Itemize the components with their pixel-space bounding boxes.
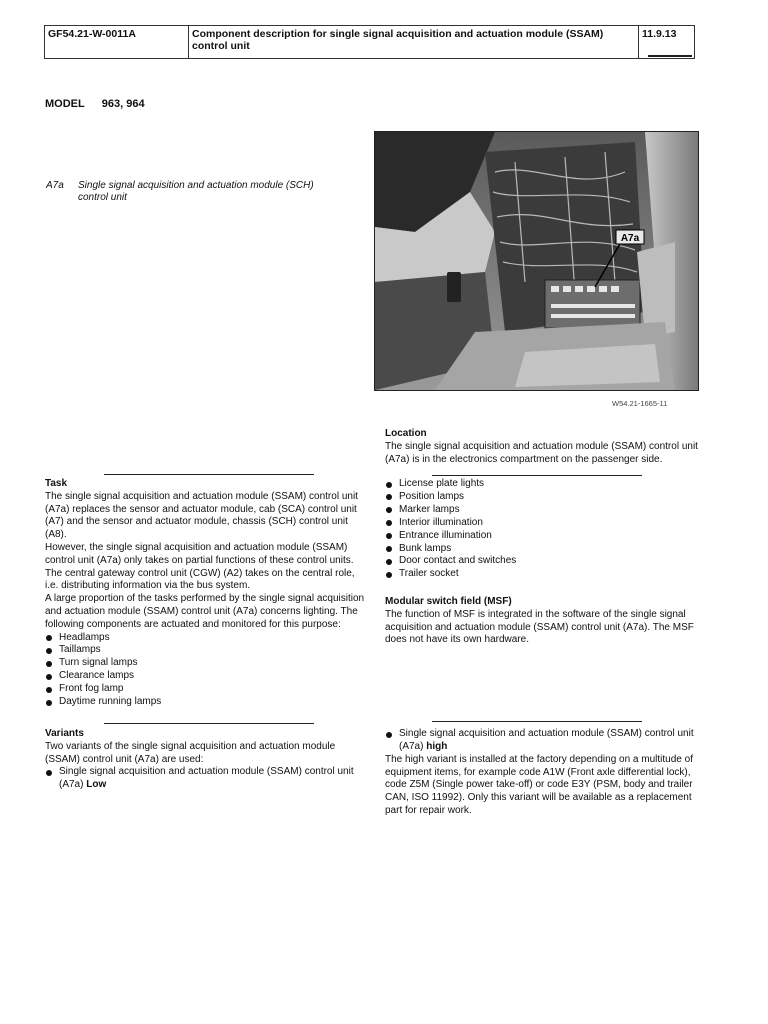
doc-id: GF54.21-W-0011A [45, 26, 189, 58]
task-paragraph-2: However, the single signal acquisition and actuation module (SSAM) control unit (A7a) only takes on partial functions of these control units. The central gateway control unit (CGW) (A2) takes on the central role, i.e. distributing information via the bus system. [45, 541, 355, 592]
list-item: Door contact and switches [385, 555, 703, 568]
task-heading: Task [45, 478, 68, 489]
variants-list [45, 766, 365, 792]
model-line [45, 98, 145, 111]
msf-text: The function of MSF is integrated in the software of the single signal acquisition and actuation module (SSAM) control unit (A7a). The MSF does not have its own hardware. [385, 608, 694, 646]
variants-heading: Variants [45, 728, 84, 739]
list-item: Single signal acquisition and actuation module (SSAM) control unit (A7a) Low [45, 766, 365, 792]
right-list-section [385, 478, 703, 581]
divider-variants [104, 723, 314, 724]
high-variant-section [385, 728, 703, 818]
high-variant-list [385, 728, 703, 754]
divider-high [432, 721, 642, 722]
list-item: License plate lights [385, 478, 703, 491]
list-item: Daytime running lamps [45, 696, 365, 709]
msf-section [385, 596, 703, 647]
list-item: Interior illumination [385, 517, 703, 530]
task-section [45, 478, 365, 709]
variant-high-label: high [426, 740, 448, 752]
variant-low-label: Low [86, 779, 107, 791]
task-paragraph-1: The single signal acquisition and actuation module (SSAM) control unit (A7a) replaces the sensor and actuator module, cab (SCA) control unit (A7) and the sensor and actuator module, chassis (SCH) control unit (A8). [45, 490, 358, 541]
photo-illustration [375, 132, 698, 390]
list-item: Clearance lamps [45, 670, 365, 683]
figure-caption-text: Single signal acquisition and actuation module (SCH) control unit [78, 180, 314, 203]
doc-title: Component description for single signal acquisition and actuation module (SSAM) control unit [189, 26, 639, 58]
list-item: Turn signal lamps [45, 657, 365, 670]
list-item: Trailer socket [385, 568, 703, 581]
task-paragraph-3: A large proportion of the tasks performed by the single signal acquisition and actuation module (SSAM) control unit (A7a) concerns lighting. The following components are actuated and monitored for this purpose: [45, 593, 365, 630]
divider-right-list [432, 475, 642, 476]
variants-section [45, 728, 365, 792]
doc-date-text: 11.9.13 [642, 28, 677, 40]
figure-code: A7a [46, 180, 64, 191]
location-text: The single signal acquisition and actuation module (SSAM) control unit (A7a) is in the electronics compartment on the passenger side. [385, 440, 698, 465]
location-heading: Location [385, 428, 427, 439]
location-section [385, 428, 703, 466]
figure-reference: W54.21-1665-11 [612, 399, 668, 408]
msf-heading: Modular switch field (MSF) [385, 596, 512, 607]
callout-label: A7a [620, 233, 640, 244]
list-item: Entrance illumination [385, 530, 703, 543]
list-item: Single signal acquisition and actuation module (SSAM) control unit (A7a) high [385, 728, 703, 754]
list-item: Taillamps [45, 644, 365, 657]
variants-intro: Two variants of the single signal acquisition and actuation module (SSAM) control unit (A7a) are used: [45, 740, 336, 765]
list-item: Headlamps [45, 632, 365, 645]
component-photo [374, 131, 699, 391]
model-label: MODEL [45, 98, 85, 110]
task-list [45, 632, 365, 709]
list-item: Marker lamps [385, 504, 703, 517]
divider-task [104, 474, 314, 475]
header-table [44, 25, 695, 59]
high-variant-description: The high variant is installed at the factory depending on a multitude of equipment items, for example code A1W (Front axle differential lock), code Z5M (Single power take-off) or code E3Y (PSM, body and trailer CAN, ISO 11992). Only this variant will be available as a replacement part for repair work. [385, 753, 693, 816]
list-item: Front fog lamp [45, 683, 365, 696]
right-list [385, 478, 703, 581]
doc-date [639, 26, 695, 58]
list-item: Bunk lamps [385, 543, 703, 556]
list-item: Position lamps [385, 491, 703, 504]
header-mark [648, 55, 692, 57]
model-value: 963, 964 [101, 98, 145, 110]
